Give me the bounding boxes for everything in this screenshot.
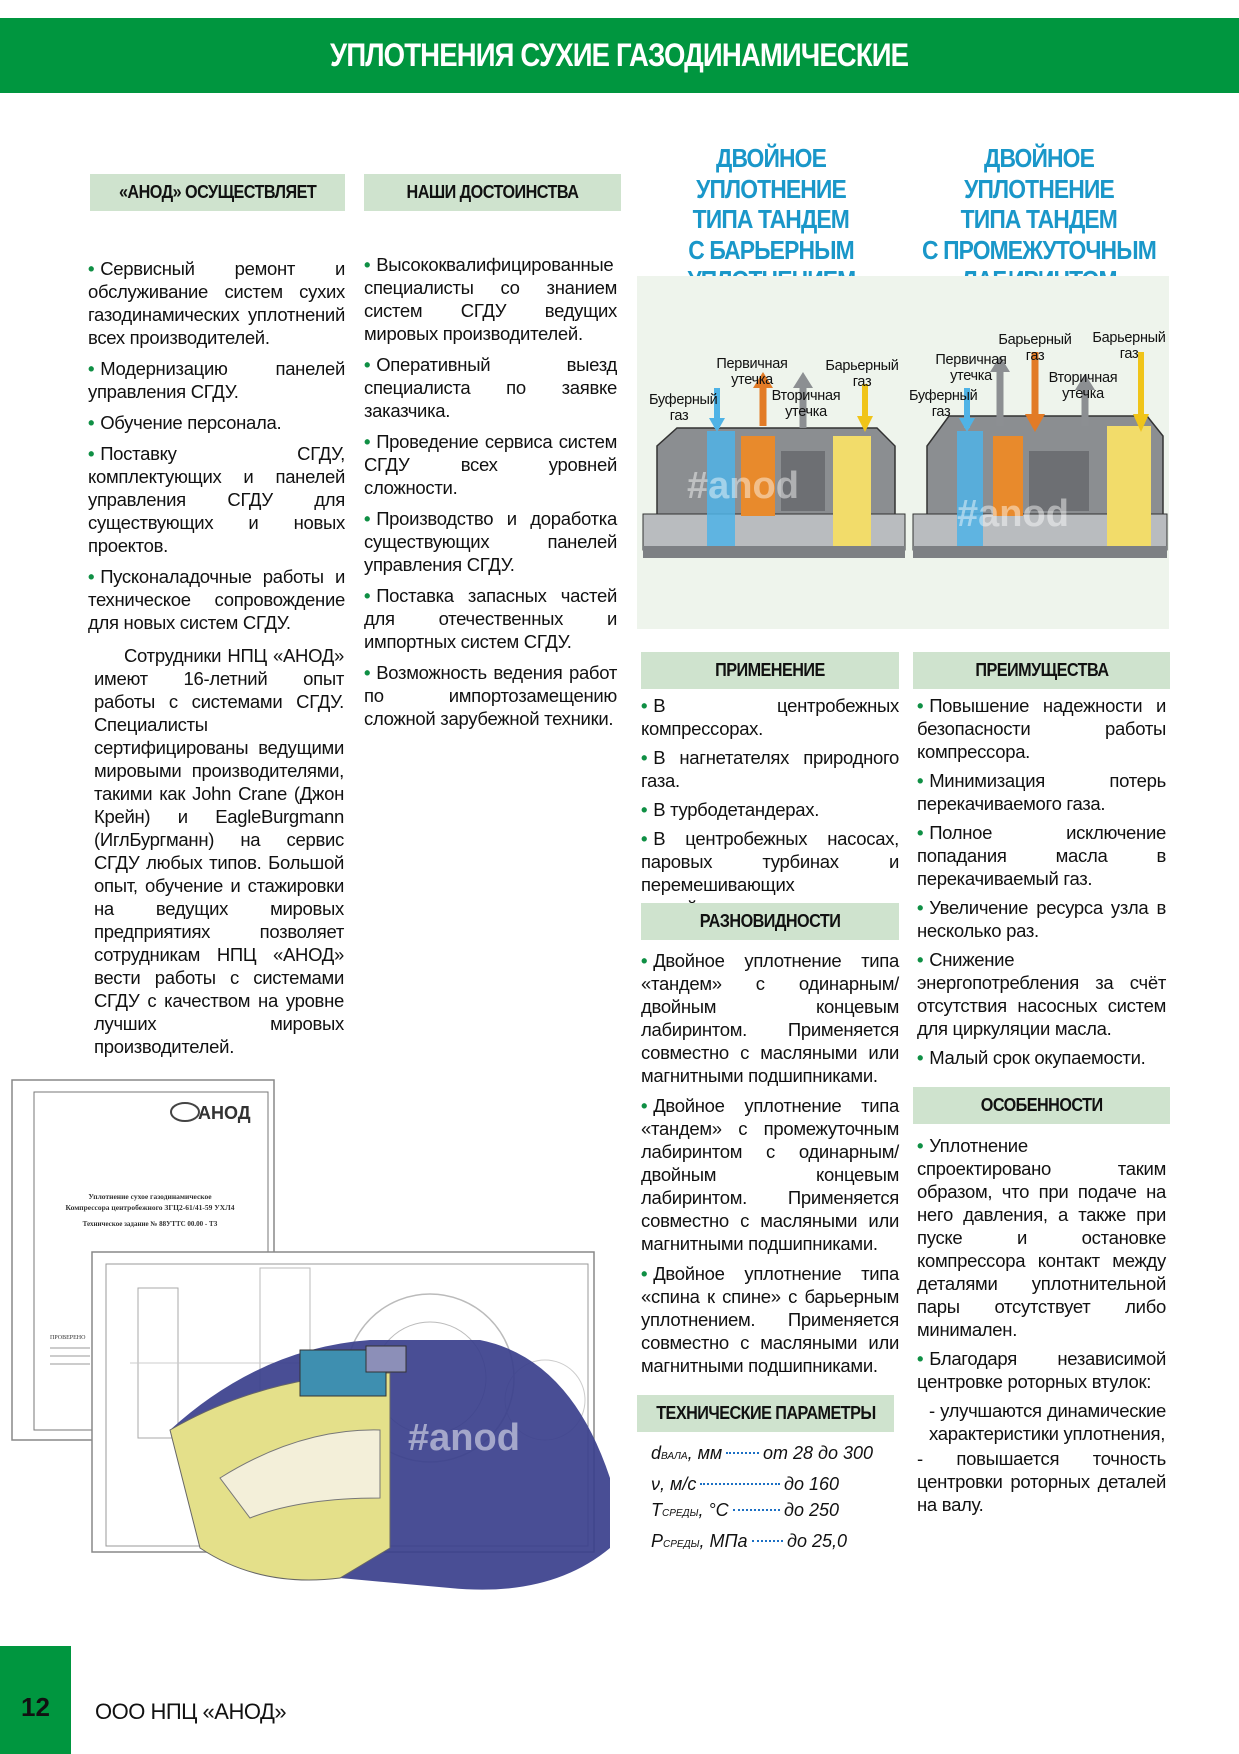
svg-text:АНОД: АНОД <box>198 1103 251 1123</box>
advantages-list <box>917 694 1166 1069</box>
list-item: - улучшаются динамические характеристики уплотнения, <box>929 1400 1166 1444</box>
tech-row-temperature: T $_{СРЕДЫ}$ , °C до 250 <box>651 1500 839 1520</box>
list-item: • Благодаря независимой центровке роторных втулок: <box>917 1348 1166 1392</box>
doc-line-2: Компрессора центробежного ЗГЦ2-61/41-59 УХЛ4 <box>65 1203 235 1212</box>
list-item: • Повышение надежности и безопасности работы компрессора. <box>917 695 1166 762</box>
list-item: • Увеличение ресурса узла в несколько раз. <box>917 897 1166 941</box>
doc-side-label: ПРОВЕРЕНО <box>50 1335 86 1341</box>
footer-company: ООО НПЦ «АНОД» <box>95 1699 287 1724</box>
seal-left-title: ДВОЙНОЕ УПЛОТНЕНИЕ ТИПА ТАНДЕМ С БАРЬЕРНЫМ <box>688 143 854 265</box>
list-item: • Поставка запасных частей для отечественных и импортных систем СГДУ. <box>364 585 617 652</box>
watermark-left: #anod <box>687 465 799 507</box>
section-tech-params <box>637 1395 894 1558</box>
list-item: • В центробежных насосах, паровых турбинах и перемешивающих <box>641 828 899 895</box>
tech-row-shaft-diameter: d $_{ВАЛА}$ , мм от 28 до 300 <box>651 1443 873 1463</box>
section-advantages <box>913 652 1170 1077</box>
list-item: • В турбодетандерах. <box>641 799 820 820</box>
list-item: • Двойное уплотнение типа «тандем» с промежуточным лабиринтом с одинарным/двойным концевым лабиринтом. Применяется совместно с масляными или магнитными подшипниками. <box>641 1095 899 1254</box>
seal-diagrams <box>637 276 1169 629</box>
application-list <box>641 694 899 919</box>
list-item: • Обучение персонала. <box>88 412 282 433</box>
section-features <box>913 1087 1170 1524</box>
section-heading: «АНОД» ОСУЩЕСТВЛЯЕТ <box>90 174 345 211</box>
section-heading: ПРЕИМУЩЕСТВА <box>913 652 1170 689</box>
list-item: • В центробежных компрессорах. <box>641 695 899 739</box>
list-item: • Двойное уплотнение типа «тандем» с одинарным/двойным концевым лабиринтом. Применяется совместно с масляными или магнитными подшипниками. <box>641 950 899 1086</box>
services-list <box>88 257 345 634</box>
column-anod-does <box>90 174 345 642</box>
list-item: • Полное исключение попадания масла в перекачиваемый газ. <box>917 822 1166 889</box>
label-barrier-gas-right-1: Барьерный газ <box>998 332 1072 364</box>
list-item: • Двойное уплотнение типа «спина к спине» с барьерным уплотнением. Применяется совместно с масляными или магнитными подшипниками. <box>641 1263 899 1376</box>
list-item: • Проведение сервиса систем СГДУ всех уровней сложности. <box>364 431 617 498</box>
banner-title: УПЛОТНЕНИЯ СУХИЕ ГАЗОДИНАМИЧЕСКИЕ <box>330 37 909 73</box>
watermark-right: #anod <box>957 493 1069 535</box>
section-heading: РАЗНОВИДНОСТИ <box>641 903 899 940</box>
watermark-drawing: #anod <box>408 1417 520 1459</box>
label-secondary-leak-left: Вторичная утечка <box>771 388 841 420</box>
features-list <box>917 1134 1166 1516</box>
section-application <box>641 652 899 927</box>
drawing-svg <box>10 1078 630 1638</box>
page-banner <box>0 18 1239 93</box>
doc-line-3: Техническое задание № 88УТТС 00.00 - ТЗ <box>82 1220 218 1228</box>
section-heading: ОСОБЕННОСТИ <box>913 1087 1170 1124</box>
list-item: • Поставку СГДУ, комплектующих и панелей управления СГДУ для существующих и новых проектов. <box>88 443 345 556</box>
label-buffer-gas-right: Буферный газ <box>909 388 978 420</box>
list-item: • Возможность ведения работ по импортозамещению сложной зарубежной техники. <box>364 662 617 729</box>
list-item: • Снижение энергопотребления за счёт отсутствия насосных систем для циркуляции масла. <box>917 949 1166 1039</box>
label-barrier-gas-left: Барьерный газ <box>825 358 899 390</box>
doc-line-1: Уплотнение сухое газодинамическое <box>88 1192 212 1201</box>
tech-row-pressure: P $_{СРЕДЫ}$ , МПа до 25,0 <box>651 1530 847 1551</box>
label-primary-leak-left: Первичная утечка <box>716 356 788 388</box>
varieties-list <box>641 949 899 1377</box>
list-item: • В нагнетателях природного газа. <box>641 747 899 791</box>
label-primary-leak-right: Первичная утечка <box>935 352 1007 384</box>
list-item: • Сервисный ремонт и обслуживание систем сухих газодинамических уплотнений всех производителей. <box>88 258 345 348</box>
staff-paragraph: Сотрудники НПЦ «АНОД» имеют 16-летний опыт работы с системами СГДУ. Специалисты сертифицированы ведущими мировыми производителями, такими как John Crane (Джон Крейн) и EagleBurgmann (ИглБургманн) на сервис СГДУ любых типов. Большой опыт, обучение и стажировки на ведущих мировых предприятиях позволяет сотрудникам НПЦ «АНОД» вести работы с системами СГДУ с качеством на уровне лучших мировых производителей. <box>94 645 344 1057</box>
seal-right-title: ДВОЙНОЕ УПЛОТНЕНИЕ ТИПА ТАНДЕМ С ПРОМЕЖУТОЧНЫМ <box>922 143 1156 265</box>
list-item: • Пусконаладочные работы и техническое сопровождение для новых систем СГДУ. <box>88 566 345 633</box>
section-heading: ТЕХНИЧЕСКИЕ ПАРАМЕТРЫ <box>637 1395 894 1432</box>
section-heading: НАШИ ДОСТОИНСТВА <box>364 174 621 211</box>
tech-row-speed: ν , м/с до 160 <box>651 1473 839 1494</box>
tech-params-table <box>651 1440 873 1558</box>
list-item: • Производство и доработка существующих панелей управления СГДУ. <box>364 508 617 575</box>
column-our-merits <box>364 174 621 738</box>
list-item: • Минимизация потерь перекачиваемого газа. <box>917 770 1166 814</box>
list-item: • Малый срок окупаемости. <box>917 1047 1146 1068</box>
seal-cross-sections <box>637 276 1169 629</box>
section-varieties <box>641 903 899 1385</box>
list-item: • Модернизацию панелей управления СГДУ. <box>88 358 345 402</box>
label-secondary-leak-right: Вторичная утечка <box>1048 370 1118 402</box>
label-barrier-gas-right-2: Барьерный газ <box>1092 330 1166 362</box>
list-item: • Высококвалифицированные специалисты со знанием систем СГДУ ведущих мировых производителей. <box>364 254 617 344</box>
label-buffer-gas-left: Буферный газ <box>649 392 718 424</box>
technical-drawing-illustration <box>10 1078 630 1638</box>
list-item: • Уплотнение спроектировано таким образом, что при подаче на него давления, а также при пуске и остановке компрессора контакт между деталями уплотнительной пары отсутствует либо минимален. <box>917 1135 1166 1340</box>
section-heading: ПРИМЕНЕНИЕ <box>641 652 899 689</box>
page-number: 12 <box>21 1692 50 1722</box>
list-item: • Оперативный выезд специалиста по заявке заказчика. <box>364 354 617 421</box>
merits-list <box>364 253 617 730</box>
list-item: - повышается точность центровки роторных деталей на валу. <box>917 1448 1166 1515</box>
